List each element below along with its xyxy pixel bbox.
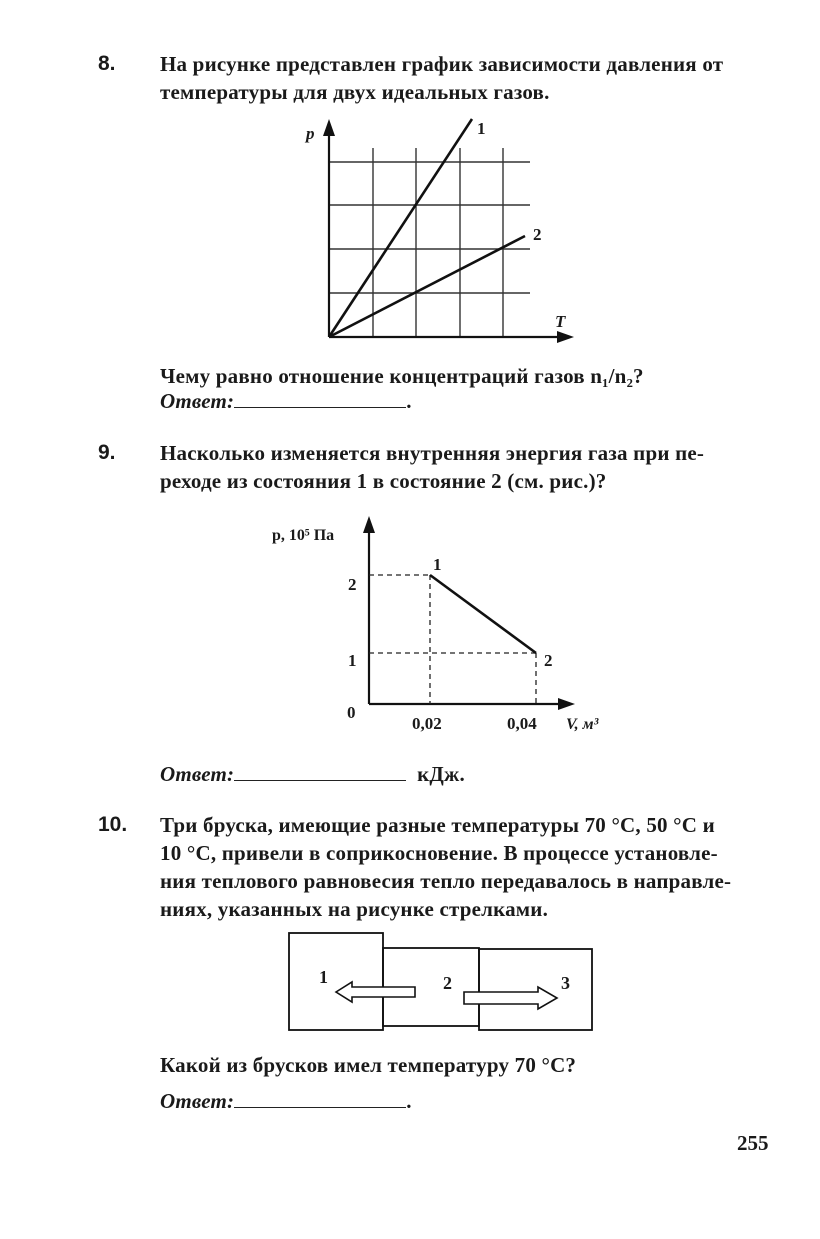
q10-bar-1-label: 1: [319, 967, 328, 987]
q8-number: 8.: [98, 52, 116, 75]
q9-origin-label: 0: [347, 703, 356, 722]
q10-answer-row: [160, 1087, 412, 1115]
q10-text-line1: Три бруска, имеющие разные температуры 70 °С, 50 °С и: [160, 813, 715, 837]
q8-text-line2: температуры для двух идеальных газов.: [160, 80, 550, 104]
q8-x-axis-label: T: [555, 312, 566, 331]
q9-state-2-label: 2: [544, 651, 553, 670]
q10-text-line2: 10 °С, привели в соприкосновение. В процессе установле-: [160, 841, 718, 865]
q10-text-line3: ния теплового равновесия тепло передавалось в направле-: [160, 869, 732, 893]
q10-bar-3-label: 3: [561, 973, 570, 993]
q9-x-tick-2: 0,04: [507, 714, 537, 733]
q10-answer-suffix: .: [406, 1089, 412, 1113]
q10-question: Какой из брусков имел температуру 70 °С?: [160, 1053, 577, 1077]
q8-question: Чему равно отношение концентраций газов n₁/n₂?: [160, 364, 644, 388]
q9-x-axis-label: V, м³: [566, 716, 599, 733]
q8-y-axis-label: p: [306, 124, 315, 143]
q8-answer-suffix: .: [406, 389, 412, 413]
q10-number: 10.: [98, 813, 128, 836]
q10-answer-label: Ответ:: [160, 1089, 235, 1113]
q9-answer-label: Ответ:: [160, 762, 235, 786]
q10-bar-2-label: 2: [443, 973, 452, 993]
q10-answer-blank[interactable]: [234, 1089, 406, 1108]
q8-text-line1: На рисунке представлен график зависимости давления от: [160, 52, 724, 76]
q9-state-1-label: 1: [433, 555, 442, 574]
q10-arrow-left: [336, 982, 415, 1002]
q9-y-tick-2: 2: [348, 575, 357, 594]
q9-y-axis-label: p, 10⁵ Па: [272, 527, 335, 544]
q9-text-line1: Насколько изменяется внутренняя энергия газа при пе-: [160, 441, 705, 465]
q9-y-tick-1: 1: [348, 651, 357, 670]
q10-arrow-right: [464, 987, 557, 1009]
q8-line-2-label: 2: [533, 225, 542, 244]
q9-x-tick-1: 0,02: [412, 714, 442, 733]
q8-answer-label: Ответ:: [160, 389, 235, 413]
q10-bar-1: [289, 933, 383, 1030]
q9-answer-unit: кДж.: [417, 762, 465, 786]
q9-text-line2: реходе из состояния 1 в состояние 2 (см. рис.)?: [160, 469, 607, 493]
q10-bar-3: [479, 949, 592, 1030]
q9-number: 9.: [98, 441, 116, 464]
page-number: 255: [737, 1131, 769, 1155]
q10-text-line4: ниях, указанных на рисунке стрелками.: [160, 897, 549, 921]
q8-line-1-label: 1: [477, 119, 486, 138]
